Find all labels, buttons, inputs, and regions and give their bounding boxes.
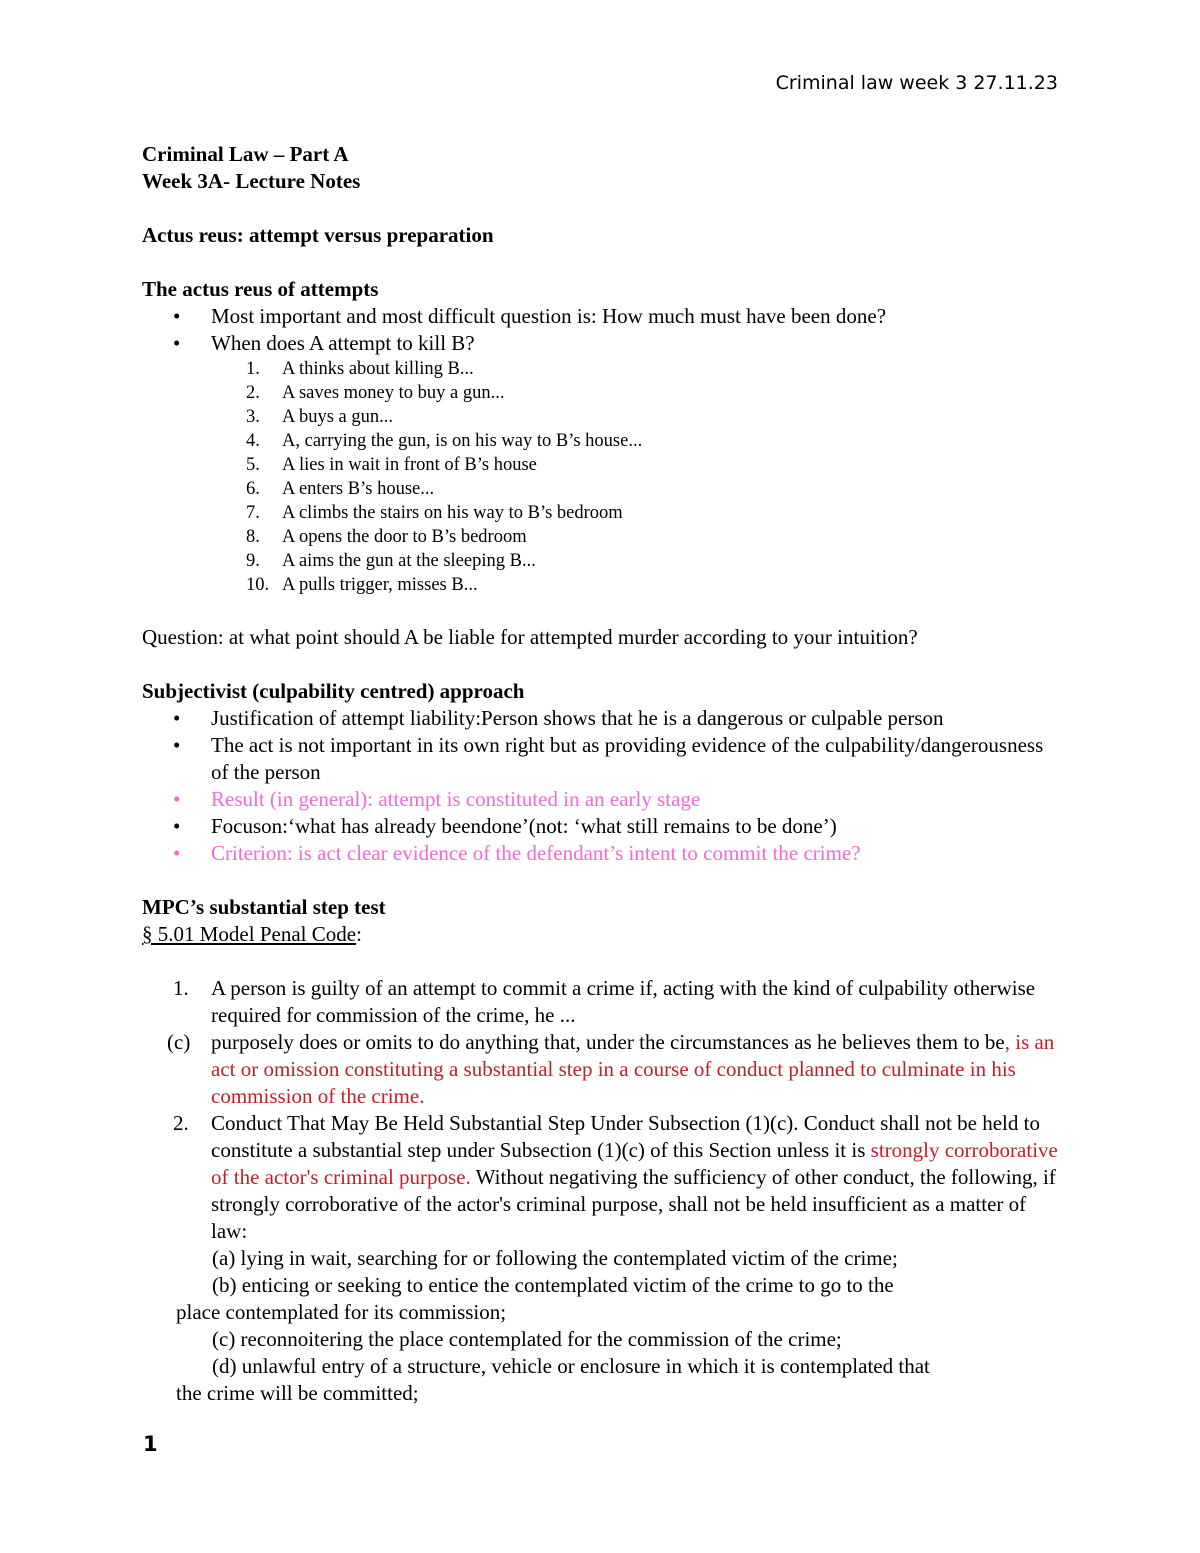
list-item: 2. Conduct That May Be Held Substantial Step Under Subsection (1)(c). Conduct shall not be held to constitute a substantial step under Subsection (1)(c) of this Section unless it is strongly corroborative of the actor's criminal purpose. Without negativing the sufficiency of other conduct, the following, if strongly corroborative of the actor's criminal purpose, shall not be held insufficient as a matter of law: <box>173 1111 1058 1243</box>
list-item: 3. A buys a gun... <box>246 407 393 427</box>
list-item: • Most important and most difficult question is: How much must have been done? <box>142 303 1062 330</box>
numbered-list-steps <box>142 357 1062 597</box>
code-reference: § 5.01 Model Penal Code: <box>142 922 362 946</box>
section-heading-subjectivist: Subjectivist (culpability centred) approach <box>142 679 525 703</box>
sub-item-c: (c) reconnoitering the place contemplated for the commission of the crime; <box>212 1327 842 1351</box>
list-item: • Focuson:‘what has already beendone’(not: ‘what still remains to be done’) <box>142 813 1062 840</box>
list-item: • Justification of attempt liability:Person shows that he is a dangerous or culpable person <box>142 705 1062 732</box>
bullet-list-subjectivist <box>142 705 1062 867</box>
sub-item-b-cont: place contemplated for its commission; <box>176 1300 507 1324</box>
section-heading-attempt-vs-preparation: Actus reus: attempt versus preparation <box>142 223 494 247</box>
list-item: 4. A, carrying the gun, is on his way to B’s house... <box>246 431 643 451</box>
list-item-highlighted: • Criterion: is act clear evidence of the defendant’s intent to commit the crime? <box>142 840 1062 867</box>
mpc-provisions <box>142 975 1062 1245</box>
sub-item-a: (a) lying in wait, searching for or following the contemplated victim of the crime; <box>212 1246 898 1270</box>
page-header: Criminal law week 3 27.11.23 <box>775 72 1058 94</box>
bullet-list-actus-reus <box>142 303 1062 357</box>
doc-subtitle: Week 3A- Lecture Notes <box>142 169 361 193</box>
list-item: 1. A person is guilty of an attempt to commit a crime if, acting with the kind of culpability otherwise required for commission of the crime, he ... <box>173 976 1036 1027</box>
list-item: 10. A pulls trigger, misses B... <box>246 575 478 595</box>
list-item: 1. A thinks about killing B... <box>246 359 474 379</box>
question-paragraph: Question: at what point should A be liable for attempted murder according to your intuition? <box>142 625 918 649</box>
list-item: 9. A aims the gun at the sleeping B... <box>246 551 536 571</box>
list-item: 5. A lies in wait in front of B’s house <box>246 455 537 475</box>
list-item: 2. A saves money to buy a gun... <box>246 383 505 403</box>
list-item: 6. A enters B’s house... <box>246 479 435 499</box>
document-body <box>142 141 1062 1407</box>
page-number: 1 <box>143 1432 158 1456</box>
sub-item-b: (b) enticing or seeking to entice the contemplated victim of the crime to go to the <box>212 1273 894 1297</box>
sub-item-d: (d) unlawful entry of a structure, vehicle or enclosure in which it is contemplated that <box>212 1354 930 1378</box>
list-item: (c) purposely does or omits to do anything that, under the circumstances as he believes them to be, is an act or omission constituting a substantial step in a course of conduct planned to culminate in his commission of the crime. <box>167 1030 1055 1108</box>
doc-title: Criminal Law – Part A <box>142 142 349 166</box>
section-heading-actus-reus: The actus reus of attempts <box>142 277 379 301</box>
list-item: • The act is not important in its own right but as providing evidence of the culpability/dangerousness of the person <box>142 732 1062 786</box>
list-item: 8. A opens the door to B’s bedroom <box>246 527 527 547</box>
list-item: 7. A climbs the stairs on his way to B’s bedroom <box>246 503 623 523</box>
sub-item-d-cont: the crime will be committed; <box>176 1381 419 1405</box>
list-item-highlighted: • Result (in general): attempt is constituted in an early stage <box>142 786 1062 813</box>
list-item: • When does A attempt to kill B? <box>142 330 1062 357</box>
section-heading-mpc: MPC’s substantial step test <box>142 895 386 919</box>
